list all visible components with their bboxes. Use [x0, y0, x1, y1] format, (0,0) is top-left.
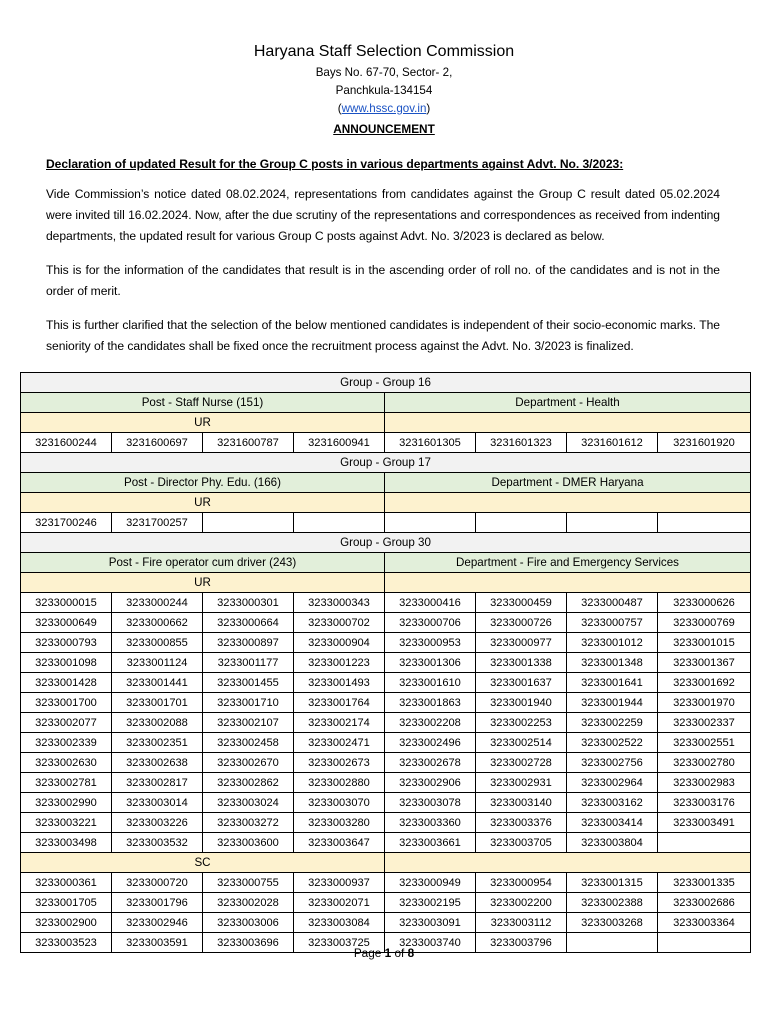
roll-cell: 3231600697 [112, 433, 203, 453]
roll-cell: 3233002200 [476, 893, 567, 913]
department-label: Department - Health [385, 393, 751, 413]
roll-cell: 3233000459 [476, 593, 567, 613]
roll-cell: 3233000954 [476, 873, 567, 893]
page-footer [0, 946, 768, 960]
post-label: Post - Director Phy. Edu. (166) [21, 473, 385, 493]
roll-cell: 3233001764 [294, 693, 385, 713]
roll-cell: 3233001710 [203, 693, 294, 713]
roll-cell: 3233003725 [294, 933, 385, 953]
roll-cell: 3233001940 [476, 693, 567, 713]
department-label: Department - DMER Haryana [385, 473, 751, 493]
roll-cell: 3233001441 [112, 673, 203, 693]
table-row [21, 713, 751, 733]
group-label: Group - Group 16 [21, 373, 751, 393]
roll-cell: 3233002780 [658, 753, 751, 773]
roll-cell: 3233000416 [385, 593, 476, 613]
roll-cell: 3233000937 [294, 873, 385, 893]
roll-cell: 3233002990 [21, 793, 112, 813]
table-category-row [21, 413, 751, 433]
roll-cell: 3233000361 [21, 873, 112, 893]
roll-cell: 3233003661 [385, 833, 476, 853]
table-row [21, 813, 751, 833]
roll-cell: 3233003532 [112, 833, 203, 853]
post-label: Post - Fire operator cum driver (243) [21, 553, 385, 573]
roll-cell: 3233002781 [21, 773, 112, 793]
roll-cell: 3233001367 [658, 653, 751, 673]
table-row [21, 653, 751, 673]
group-label: Group - Group 30 [21, 533, 751, 553]
roll-cell: 3233003364 [658, 913, 751, 933]
roll-cell: 3233001863 [385, 693, 476, 713]
roll-cell: 3233000649 [21, 613, 112, 633]
roll-cell: 3233002880 [294, 773, 385, 793]
roll-cell: 3233000720 [112, 873, 203, 893]
roll-cell: 3233002388 [567, 893, 658, 913]
roll-cell: 3233001335 [658, 873, 751, 893]
roll-cell: 3233002983 [658, 773, 751, 793]
roll-cell: 3233002107 [203, 713, 294, 733]
roll-cell: 3233003024 [203, 793, 294, 813]
roll-cell: 3233000301 [203, 593, 294, 613]
table-group-row [21, 453, 751, 473]
roll-cell: 3233001348 [567, 653, 658, 673]
roll-cell: 3233000244 [112, 593, 203, 613]
table-group-row [21, 533, 751, 553]
roll-cell: 3233003176 [658, 793, 751, 813]
roll-cell: 3233002514 [476, 733, 567, 753]
roll-cell: 3233002630 [21, 753, 112, 773]
organization-name: Haryana Staff Selection Commission [253, 43, 515, 60]
table-post-row [21, 473, 751, 493]
category-label: UR [21, 413, 385, 433]
roll-cell: 3233002071 [294, 893, 385, 913]
roll-cell: 3233003414 [567, 813, 658, 833]
roll-cell: 3233001701 [112, 693, 203, 713]
roll-cell: 3233000904 [294, 633, 385, 653]
website-link[interactable]: www.hssc.gov.in [341, 101, 427, 115]
roll-cell: 3233003014 [112, 793, 203, 813]
document-header [22, 40, 746, 141]
roll-cell: 3233000977 [476, 633, 567, 653]
roll-cell: 3233003084 [294, 913, 385, 933]
roll-cell: 3233001637 [476, 673, 567, 693]
roll-cell: 3233002638 [112, 753, 203, 773]
roll-cell: 3233000897 [203, 633, 294, 653]
roll-cell: 3233002496 [385, 733, 476, 753]
roll-cell: 3233001315 [567, 873, 658, 893]
roll-cell-empty [658, 833, 751, 853]
website-line [22, 100, 746, 118]
table-row [21, 773, 751, 793]
category-blank [385, 413, 751, 433]
roll-cell: 3233002756 [567, 753, 658, 773]
roll-cell: 3233003221 [21, 813, 112, 833]
roll-cell: 3233000755 [203, 873, 294, 893]
roll-cell: 3233001306 [385, 653, 476, 673]
roll-cell: 3233003268 [567, 913, 658, 933]
roll-cell: 3233002906 [385, 773, 476, 793]
roll-cell: 3231601305 [385, 433, 476, 453]
roll-cell: 3233002028 [203, 893, 294, 913]
roll-cell: 3233003740 [385, 933, 476, 953]
roll-cell: 3233002670 [203, 753, 294, 773]
roll-cell: 3233000706 [385, 613, 476, 633]
roll-cell: 3233002686 [658, 893, 751, 913]
announcement-heading-wrap [22, 117, 746, 141]
roll-cell: 3233000487 [567, 593, 658, 613]
roll-cell: 3233001015 [658, 633, 751, 653]
roll-cell: 3233000662 [112, 613, 203, 633]
roll-cell: 3233003523 [21, 933, 112, 953]
table-row [21, 513, 751, 533]
roll-cell: 3233001338 [476, 653, 567, 673]
paragraph-3: This is further clarified that the selection of the below mentioned candidates is independent of their socio-economic marks. The seniority of the candidates shall be fixed once the recruitment process against the Advt. No. 3/2023 is finalized. [46, 318, 720, 353]
roll-cell: 3233003272 [203, 813, 294, 833]
roll-cell: 3233001700 [21, 693, 112, 713]
table-row [21, 873, 751, 893]
table-group-row [21, 373, 751, 393]
roll-cell: 3233001970 [658, 693, 751, 713]
roll-cell: 3233003696 [203, 933, 294, 953]
roll-cell: 3233003796 [476, 933, 567, 953]
footer-page-number: 1 [384, 946, 392, 960]
table-post-row [21, 553, 751, 573]
roll-cell: 3233002195 [385, 893, 476, 913]
roll-cell: 3233003498 [21, 833, 112, 853]
roll-cell: 3233002208 [385, 713, 476, 733]
roll-cell: 3233002817 [112, 773, 203, 793]
roll-cell: 3233002900 [21, 913, 112, 933]
paragraph-1: Vide Commission’s notice dated 08.02.2024, representations from candidates against the Group C result dated 05.02.2024 were invited till 16.02.2024. Now, after the due scrutiny of the representations and correspondences as received from indenting departments, the updated result for various Group C posts against Advt. No. 3/2023 is declared as below. [46, 187, 720, 243]
roll-cell: 3233003006 [203, 913, 294, 933]
roll-cell: 3233000769 [658, 613, 751, 633]
roll-cell: 3233003091 [385, 913, 476, 933]
roll-cell: 3233002077 [21, 713, 112, 733]
roll-cell: 3233002551 [658, 733, 751, 753]
table-row [21, 833, 751, 853]
category-blank [385, 573, 751, 593]
roll-cell: 3233002931 [476, 773, 567, 793]
roll-cell: 3233001796 [112, 893, 203, 913]
roll-cell: 3231600787 [203, 433, 294, 453]
roll-cell: 3233002728 [476, 753, 567, 773]
roll-cell: 3233000855 [112, 633, 203, 653]
roll-cell: 3233000793 [21, 633, 112, 653]
category-label: UR [21, 493, 385, 513]
roll-cell: 3233000949 [385, 873, 476, 893]
roll-cell: 3233001177 [203, 653, 294, 673]
roll-cell: 3233001692 [658, 673, 751, 693]
roll-cell: 3233002458 [203, 733, 294, 753]
table-row [21, 733, 751, 753]
roll-cell: 3233001944 [567, 693, 658, 713]
roll-cell: 3231600941 [294, 433, 385, 453]
table-category-row [21, 853, 751, 873]
roll-cell: 3233002862 [203, 773, 294, 793]
roll-cell: 3233000953 [385, 633, 476, 653]
footer-prefix: Page [353, 946, 385, 960]
roll-cell-empty [476, 513, 567, 533]
results-table [20, 372, 751, 953]
roll-cell: 3233003226 [112, 813, 203, 833]
roll-cell: 3233002337 [658, 713, 751, 733]
paragraph-2: This is for the information of the candidates that result is in the ascending order of roll no. of the candidates and is not in the order of merit. [46, 263, 720, 298]
roll-cell-empty [658, 513, 751, 533]
table-category-row [21, 493, 751, 513]
table-row [21, 753, 751, 773]
roll-cell: 3233000757 [567, 613, 658, 633]
category-label: UR [21, 573, 385, 593]
roll-cell: 3233001428 [21, 673, 112, 693]
table-row [21, 913, 751, 933]
roll-cell: 3233003162 [567, 793, 658, 813]
roll-cell: 3233003376 [476, 813, 567, 833]
roll-cell: 3231601612 [567, 433, 658, 453]
address-line-1: Bays No. 67-70, Sector- 2, [315, 66, 453, 80]
roll-cell: 3233001705 [21, 893, 112, 913]
roll-cell: 3233000702 [294, 613, 385, 633]
table-row [21, 793, 751, 813]
roll-cell: 3231601920 [658, 433, 751, 453]
roll-cell-empty [203, 513, 294, 533]
category-label: SC [21, 853, 385, 873]
category-blank [385, 853, 751, 873]
roll-cell: 3231601323 [476, 433, 567, 453]
table-category-row [21, 573, 751, 593]
roll-cell: 3233002088 [112, 713, 203, 733]
table-row [21, 893, 751, 913]
address-line-2: Panchkula-134154 [335, 83, 433, 97]
announcement-heading: ANNOUNCEMENT [333, 122, 435, 137]
table-row [21, 433, 751, 453]
roll-cell: 3233003280 [294, 813, 385, 833]
table-row [21, 633, 751, 653]
roll-cell: 3231600244 [21, 433, 112, 453]
footer-total-pages: 8 [407, 946, 415, 960]
roll-cell: 3231700257 [112, 513, 203, 533]
roll-cell: 3233003600 [203, 833, 294, 853]
roll-cell: 3233002946 [112, 913, 203, 933]
footer-middle: of [391, 946, 408, 960]
roll-cell: 3233001124 [112, 653, 203, 673]
roll-cell: 3233001641 [567, 673, 658, 693]
department-label: Department - Fire and Emergency Services [385, 553, 751, 573]
roll-cell: 3233003078 [385, 793, 476, 813]
roll-cell: 3233001493 [294, 673, 385, 693]
declaration-heading: Declaration of updated Result for the Group C posts in various departments against Advt. No. 3/2023: [46, 157, 624, 172]
roll-cell: 3233003804 [567, 833, 658, 853]
category-blank [385, 493, 751, 513]
table-row [21, 593, 751, 613]
roll-cell: 3233000664 [203, 613, 294, 633]
roll-cell: 3231700246 [21, 513, 112, 533]
roll-cell: 3233003705 [476, 833, 567, 853]
roll-cell-empty [567, 513, 658, 533]
roll-cell: 3233002253 [476, 713, 567, 733]
roll-cell-empty [294, 513, 385, 533]
roll-cell: 3233003491 [658, 813, 751, 833]
roll-cell: 3233002673 [294, 753, 385, 773]
roll-cell: 3233001012 [567, 633, 658, 653]
roll-cell: 3233002174 [294, 713, 385, 733]
roll-cell: 3233002339 [21, 733, 112, 753]
roll-cell: 3233003591 [112, 933, 203, 953]
roll-cell: 3233003360 [385, 813, 476, 833]
roll-cell-empty [385, 513, 476, 533]
results-table-wrapper [20, 372, 746, 953]
roll-cell: 3233002522 [567, 733, 658, 753]
table-post-row [21, 393, 751, 413]
roll-cell: 3233002351 [112, 733, 203, 753]
paren-close: ) [426, 101, 431, 115]
table-row [21, 613, 751, 633]
roll-cell: 3233003647 [294, 833, 385, 853]
roll-cell: 3233000626 [658, 593, 751, 613]
roll-cell: 3233001455 [203, 673, 294, 693]
roll-cell: 3233001098 [21, 653, 112, 673]
table-row [21, 673, 751, 693]
roll-cell: 3233000726 [476, 613, 567, 633]
roll-cell: 3233001610 [385, 673, 476, 693]
roll-cell: 3233002259 [567, 713, 658, 733]
paren-open: ( [337, 101, 342, 115]
roll-cell: 3233001223 [294, 653, 385, 673]
roll-cell: 3233000343 [294, 593, 385, 613]
roll-cell: 3233002471 [294, 733, 385, 753]
group-label: Group - Group 17 [21, 453, 751, 473]
roll-cell: 3233003140 [476, 793, 567, 813]
table-row [21, 693, 751, 713]
roll-cell: 3233002964 [567, 773, 658, 793]
results-table-body [21, 373, 751, 953]
roll-cell: 3233000015 [21, 593, 112, 613]
roll-cell: 3233003112 [476, 913, 567, 933]
roll-cell: 3233002678 [385, 753, 476, 773]
post-label: Post - Staff Nurse (151) [21, 393, 385, 413]
roll-cell: 3233003070 [294, 793, 385, 813]
